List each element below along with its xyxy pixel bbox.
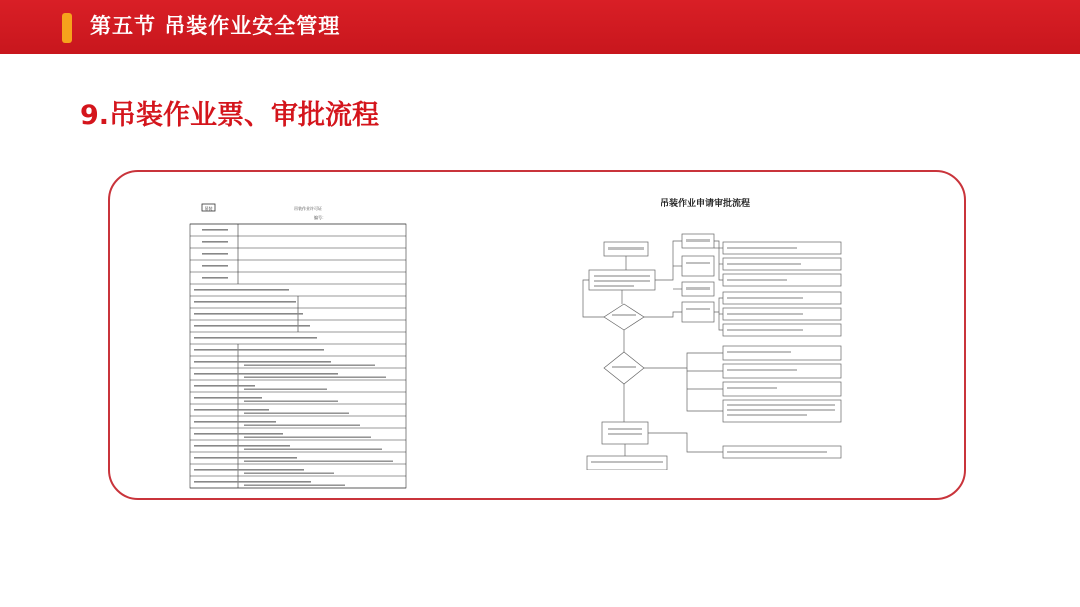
section-title: 9.吊装作业票、审批流程	[80, 100, 380, 131]
header-bar	[0, 0, 1080, 54]
work-permit-form-image	[180, 196, 412, 492]
approval-flowchart-image	[575, 190, 875, 470]
form-title: 吊装作业许可证	[294, 206, 322, 211]
header-accent-bar	[62, 13, 72, 43]
form-tag: 吊装	[204, 206, 213, 211]
flowchart-title: 吊装作业申请审批流程	[659, 199, 750, 209]
form-number: 编号：	[314, 215, 326, 220]
header-title: 第五节 吊装作业安全管理	[90, 14, 341, 38]
